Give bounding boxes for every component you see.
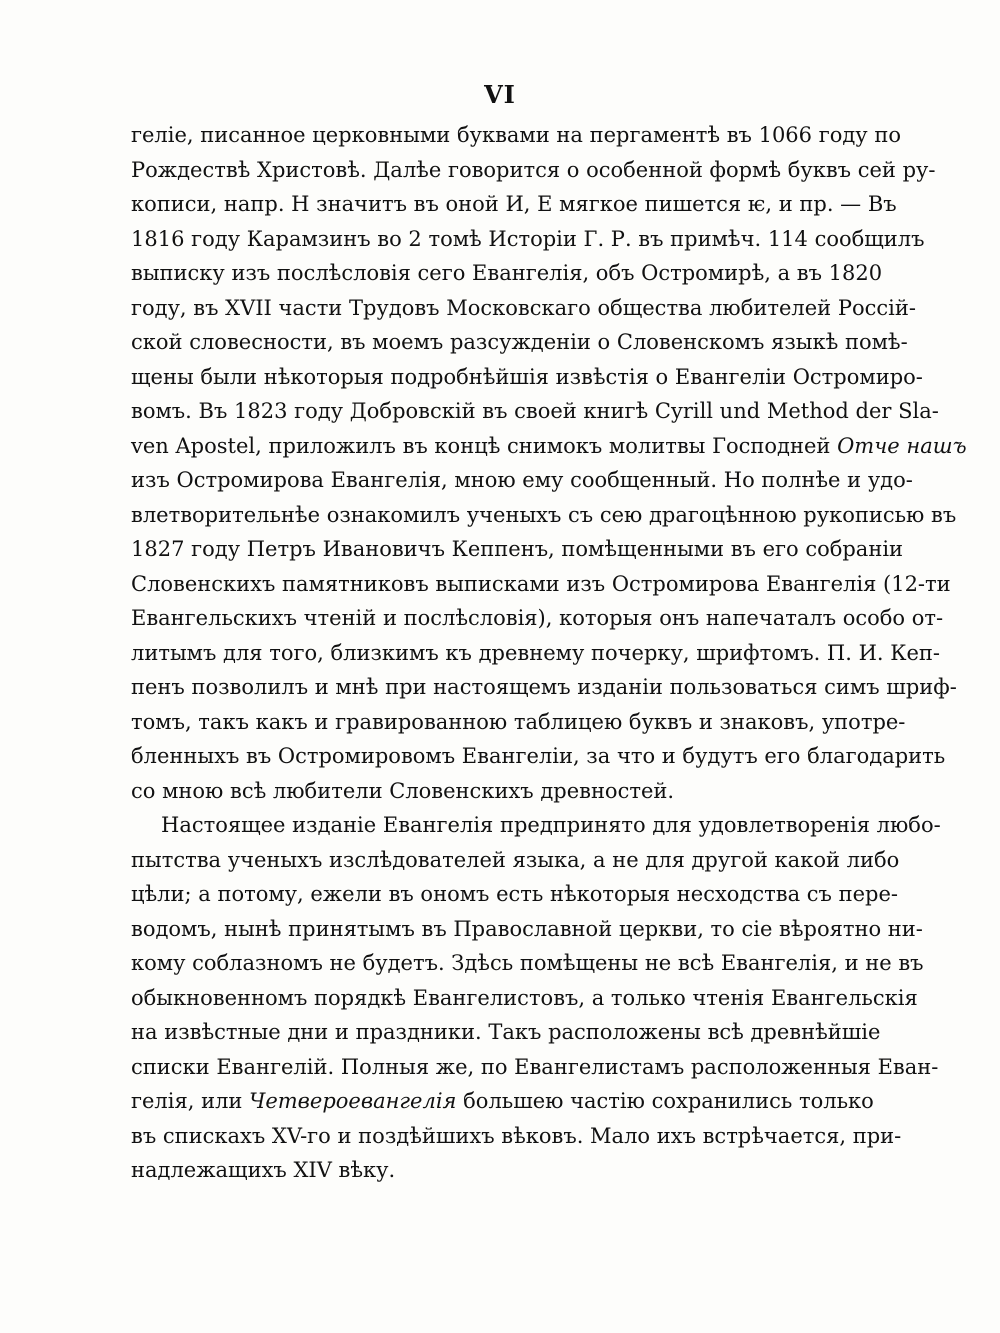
- text-line: со мною всѣ любители Словенскихъ древностей.: [131, 778, 675, 803]
- text-line: списки Евангелiй. Полныя же, по Евангелистамъ расположенныя Еван-: [131, 1054, 939, 1079]
- text-line-with-italic: [131, 429, 967, 464]
- text-segment: ven Apostel, приложилъ въ концѣ снимокъ молитвы Господней: [131, 433, 831, 458]
- paragraph-2: [131, 808, 941, 1188]
- text-line: 1827 году Петръ Ивановичъ Кеппенъ, помѣщенными въ его собранiи: [131, 537, 904, 561]
- text-line: Евангельскихъ чтенiй и послѣсловiя), которыя онъ напечаталъ особо от-: [131, 606, 944, 630]
- text-line: вомъ. Въ 1823 году Добровскiй въ своей книгѣ Cyrill und Method der Sla-: [131, 399, 939, 423]
- text-line: гелiе, писанное церковными буквами на пергаментѣ въ 1066 году по: [131, 123, 901, 147]
- text-line: бленныхъ въ Остромировомъ Евангелiи, за что и будутъ его благодарить: [131, 744, 946, 768]
- text-line: водомъ, нынѣ принятымъ въ Православной церкви, то сiе вѣроятно ни-: [131, 916, 923, 941]
- text-line: 1816 году Карамзинъ во 2 томѣ Исторiи Г. Р. въ примѣч. 114 сообщилъ: [131, 226, 925, 251]
- text-segment: большею частiю сохранились только: [463, 1089, 874, 1113]
- italic-phrase: Четвероевангелiя: [249, 1089, 457, 1113]
- text-line: Рождествѣ Христовѣ. Далѣе говорится о особенной формѣ буквъ сей ру-: [131, 157, 936, 182]
- text-line: на извѣстные дни и праздники. Такъ расположены всѣ древнѣйшiе: [131, 1020, 881, 1044]
- text-line: Настоящее изданiе Евангелiя предпринято для удовлетворенiя любо-: [161, 813, 941, 837]
- text-line: кому соблазномъ не будетъ. Здѣсь помѣщены не всѣ Евангелiя, и не въ: [131, 951, 924, 975]
- text-line: надлежащихъ XIV вѣку.: [131, 1158, 396, 1182]
- text-line: кописи, напр. Н значитъ въ оной И, Е мягкое пишется ѥ, и пр. — Въ: [131, 192, 897, 216]
- paragraph-1: [131, 118, 967, 808]
- text-line: Словенскихъ памятниковъ выписками изъ Остромирова Евангелiя (12-ти: [131, 571, 951, 596]
- text-line: томъ, такъ какъ и гравированною таблицею буквъ и знаковъ, употре-: [131, 709, 906, 734]
- text-line: щены были нѣкоторыя подробнѣйшiя извѣстiя о Евангелiи Остромиро-: [131, 364, 923, 389]
- text-line: изъ Остромирова Евангелiя, мною ему сообщенный. Но полнѣе и удо-: [131, 468, 913, 492]
- text-line: пенъ позволилъ и мнѣ при настоящемъ изданiи пользоваться симъ шриф-: [131, 675, 957, 699]
- text-line: влетворительнѣе ознакомилъ ученыхъ съ сею драгоцѣнною рукописью въ: [131, 502, 957, 527]
- page-number: VI: [484, 80, 516, 109]
- text-line: обыкновенномъ порядкѣ Евангелистовъ, а только чтенiя Евангельскiя: [131, 985, 918, 1010]
- text-line: цѣли; а потому, ежели въ ономъ есть нѣкоторыя несходства съ пере-: [131, 882, 898, 906]
- text-line: въ спискахъ XV-го и поздѣйшихъ вѣковъ. Мало ихъ встрѣчается, при-: [131, 1123, 902, 1148]
- text-line: году, въ XVII части Трудовъ Московскаго общества любителей Россiй-: [131, 295, 916, 320]
- text-line: выписку изъ послѣсловiя сего Евангелiя, объ Остромирѣ, а въ 1820: [131, 261, 883, 285]
- text-line: литымъ для того, близкимъ къ древнему почерку, шрифтомъ. П. И. Кеп-: [131, 640, 941, 665]
- italic-phrase: Отче нашъ: [837, 433, 967, 458]
- text-segment: гелiя, или: [131, 1089, 243, 1113]
- text-line: пытства ученыхъ изслѣдователей языка, а не для другой какой либо: [131, 847, 900, 872]
- text-line-with-italic: [131, 1084, 874, 1119]
- text-line: ской словесности, въ моемъ разсужденiи о Словенскомъ языкѣ помѣ-: [131, 330, 908, 354]
